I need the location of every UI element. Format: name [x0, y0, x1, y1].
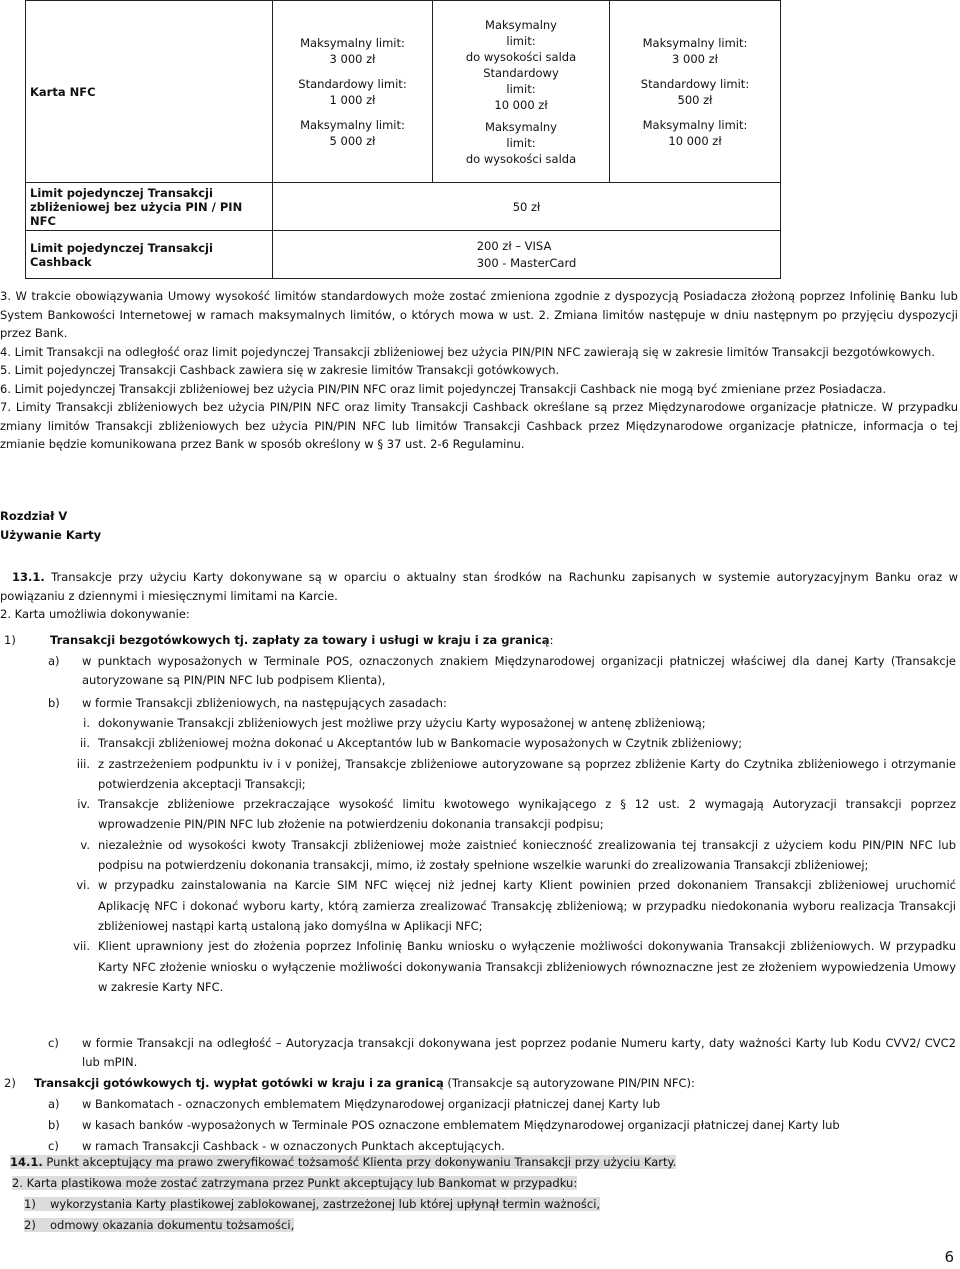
item-number: i. — [83, 716, 90, 730]
cell-line: Maksymalny limit: — [642, 117, 748, 132]
cashback-visa: 200 zł – VISA — [476, 238, 552, 253]
cell-line: 1 000 zł — [329, 92, 376, 107]
item-letter: b) — [48, 1118, 60, 1132]
item-letter: a) — [48, 654, 60, 668]
row-label-cashback: Limit pojedynczej Transakcji Cashback — [26, 231, 273, 279]
item-text: w formie Transakcji zbliżeniowych, na następujących zasadach: — [82, 696, 447, 710]
item-number: v. — [80, 837, 90, 852]
cash-list — [48, 1094, 956, 1157]
section-14-list — [0, 1194, 958, 1236]
table-row — [26, 183, 781, 231]
cell-line: 500 zł — [677, 92, 713, 107]
item-letter: a) — [48, 1097, 60, 1111]
list-item — [0, 1194, 958, 1215]
cell-line: do wysokości salda — [465, 151, 577, 166]
item-number: ii. — [79, 736, 90, 751]
list-item — [60, 835, 956, 876]
paragraph-5: 5. Limit pojedynczej Transakcji Cashback zawiera się w zakresie limitów Transakcji gotówkowych. — [0, 363, 560, 377]
item-title: Transakcji bezgotówkowych tj. zapłaty za towary i usługi w kraju i za granicą — [50, 633, 550, 647]
section-number: 14.1. — [10, 1155, 43, 1169]
limits-table — [25, 0, 781, 279]
list-item — [60, 936, 956, 997]
contactless-limit-value: 50 zł — [273, 183, 781, 231]
table-row — [26, 231, 781, 279]
item-text: w kasach banków -wyposażonych w Terminale POS oznaczone emblematem Międzynarodowej organizacji płatniczej danej Karty lub — [82, 1118, 840, 1132]
paragraph-4: 4. Limit Transakcji na odległość oraz limit pojedynczej Transakcji zbliżeniowej bez użycia PIN/PIN NFC zawierają się w zakresie limitów Transakcji bezgotówkowych. — [0, 344, 935, 359]
list-item — [0, 1215, 958, 1236]
paragraph-7: 7. Limity Transakcji zbliżeniowych bez użycia PIN/PIN NFC oraz limity Transakcji Cashback określane są przez Międzynarodowe organizacje płatnicze. W przypadku zmiany limitów Transakcji zbliżeniowych bez użycia PIN/PIN NFC lub limitów Transakcji Cashback przez Międzynarodowe organizacje płatnicze, informacja o tej zmianie będzie komunikowana przez Bank w sposób określony w § 37 ust. 2-6 Regulaminu. — [0, 400, 958, 451]
limits-col-2 — [433, 1, 610, 183]
paragraph-3: 3. W trakcie obowiązywania Umowy wysokość limitów standardowych może zostać zmieniona zgodnie z dyspozycją Posiadacza złożoną poprzez Infolinię Banku lub System Bankowości Internetowej w ramach maksymalnych limitów, o których mowa w ust. 2. Zmiana limitów następuje w dniu następnym po przyjęciu dyspozycji przez Bank. — [0, 289, 958, 340]
cell-line: 3 000 zł — [672, 51, 718, 66]
cell-line: 3 000 zł — [329, 51, 376, 66]
chapter-number: Rozdział V — [0, 509, 68, 523]
item-text: w formie Transakcji na odległość – Autoryzacja transakcji dokonywana jest poprzez podanie Numeru karty, daty ważności Karty lub Kodu CVV2/ CVC2 lub mPIN. — [82, 1036, 956, 1069]
item-tail: : — [549, 633, 554, 647]
item-text: Transakcje zbliżeniowe przekraczające wysokość limitu kwotowego wynikającego z § 12 ust. 2 wymagają Autoryzacji transakcji poprzez wprowadzenie PIN/PIN NFC lub złożenie na potwierdzeniu dokonania transakcji podpisu; — [98, 797, 956, 832]
section-14-1 — [0, 1152, 958, 1173]
page-number: 6 — [944, 1248, 954, 1266]
table-row — [26, 1, 781, 183]
list-item — [60, 794, 956, 835]
chapter-heading — [0, 507, 101, 545]
cell-line: Standardowy limit: — [640, 76, 750, 91]
item-number: iv. — [77, 797, 90, 812]
item-letter: c) — [48, 1139, 59, 1153]
cell-line: Maksymalny limit: — [300, 35, 405, 50]
item-text: w Bankomatach - oznaczonych emblematem Międzynarodowej organizacji płatniczej danej Karty lub — [82, 1097, 661, 1111]
limits-col-1 — [273, 1, 433, 183]
item-text: niezależnie od wysokości kwoty Transakcji zbliżeniowej może zaistnieć konieczność zrealizowania tej transakcji z użyciem kodu PIN/PIN NFC lub podpisu na potwierdzeniu dokonania transakcji, mimo, iż zostały spełnione wszelkie warunki do zrealizowania Transakcji zbliżeniowej; — [98, 837, 956, 873]
item-number: iii. — [76, 756, 90, 771]
item-1a — [48, 652, 956, 689]
section-13-1 — [0, 568, 958, 624]
list-item — [48, 1094, 956, 1115]
cell-line: 10 000 zł — [668, 133, 722, 148]
item-1 — [4, 631, 954, 650]
cashback-limit-value — [273, 231, 781, 279]
item-number: 1) — [24, 1197, 36, 1211]
cell-line: Standardowy limit: — [298, 76, 407, 91]
section-13-2: 2. Karta umożliwia dokonywanie: — [0, 607, 190, 621]
item-number: vii. — [73, 939, 90, 954]
item-tail: (Transakcje są autoryzowane PIN/PIN NFC): — [447, 1076, 695, 1090]
cell-line: Maksymalny — [485, 119, 557, 134]
row-label-contactless: Limit pojedynczej Transakcji zbliżeniowej bez użycia PIN / PIN NFC — [26, 183, 273, 231]
chapter-title: Używanie Karty — [0, 528, 102, 542]
cell-line: Maksymalny limit: — [300, 117, 405, 132]
list-item — [60, 754, 956, 795]
item-text: dokonywanie Transakcji zbliżeniowych jest możliwe przy użyciu Karty wyposażonej w antenę zbliżeniową; — [98, 716, 706, 730]
cell-line: limit: — [506, 135, 536, 150]
section-text: 2. Karta plastikowa może zostać zatrzymana przez Punkt akceptujący lub Bankomat w przypadku: — [12, 1176, 578, 1190]
cell-line: limit: — [506, 81, 536, 96]
section-14-2 — [0, 1173, 958, 1194]
item-text: Klient uprawniony jest do złożenia poprzez Infolinię Banku wniosku o wyłączenie możliwości dokonywania Transakcji zbliżeniowych. W przypadku Karty NFC złożenie wniosku o wyłączenie możliwości dokonywania Transakcji zbliżeniowych równoznaczne jest ze złożeniem wypowiedzenia Umowy w zakresie Karty NFC. — [98, 939, 956, 994]
item-number: vi. — [76, 878, 90, 893]
item-number: 2) — [4, 1076, 16, 1090]
row-label-nfc: Karta NFC — [26, 1, 273, 183]
cashback-mastercard: 300 - MasterCard — [476, 255, 577, 270]
cell-line: Maksymalny — [485, 17, 557, 32]
item-2 — [4, 1074, 954, 1093]
highlight — [24, 1218, 294, 1232]
cell-line: 5 000 zł — [329, 133, 376, 148]
limits-col-3 — [610, 1, 781, 183]
item-letter: b) — [48, 696, 60, 710]
list-item — [60, 733, 956, 753]
item-title: Transakcji gotówkowych tj. wypłat gotówki w kraju i za granicą — [34, 1076, 444, 1090]
limits-paragraphs — [0, 287, 958, 454]
roman-list — [60, 713, 956, 997]
section-text: Punkt akceptujący ma prawo zweryfikować tożsamość Klienta przy dokonywaniu Transakcji przy użyciu Karty. — [46, 1155, 677, 1169]
highlight — [24, 1197, 600, 1211]
item-text: Transakcji zbliżeniowej można dokonać u Akceptantów lub w Bankomacie wyposażonych w Czytnik zbliżeniowy; — [98, 736, 743, 751]
list-item — [60, 875, 956, 936]
item-text: wykorzystania Karty plastikowej zablokowanej, zastrzeżonej lub której upłynął termin ważności, — [50, 1197, 601, 1211]
item-1c — [48, 1034, 956, 1071]
item-1b — [48, 694, 956, 713]
cell-line: Maksymalny limit: — [642, 35, 748, 50]
cell-line: limit: — [506, 33, 536, 48]
section-14 — [0, 1152, 958, 1236]
item-number: 2) — [24, 1218, 36, 1232]
list-item — [48, 1115, 956, 1136]
item-text: w ramach Transakcji Cashback - w oznaczonych Punktach akceptujących. — [82, 1139, 505, 1153]
item-text: odmowy okazania dokumentu tożsamości, — [50, 1218, 295, 1232]
item-number: 1) — [4, 633, 16, 647]
list-item — [60, 713, 956, 733]
cell-line: 10 000 zł — [494, 97, 548, 112]
item-text: w punktach wyposażonych w Terminale POS, oznaczonych znakiem Międzynarodowej organizacji płatniczej właściwej dla danej Karty (Transakcje autoryzowane są PIN/PIN NFC lub podpisem Klienta), — [82, 654, 956, 687]
section-number: 13.1. — [12, 570, 45, 584]
item-text: z zastrzeżeniem podpunktu iv i v poniżej, Transakcje zbliżeniowe autoryzowane są poprzez zbliżenie Karty do Czytnika zbliżeniowego i otrzymanie potwierdzenia akceptacji Transakcji; — [98, 756, 956, 791]
section-text: Transakcje przy użyciu Karty dokonywane są w oparciu o aktualny stan środków na Rachunku zapisanych w systemie autoryzacyjnym Banku oraz w powiązaniu z dziennymi i miesięcznymi limitami na Karcie. — [0, 570, 958, 603]
paragraph-6: 6. Limit pojedynczej Transakcji zbliżeniowej bez użycia PIN/PIN NFC oraz limit pojedynczej Transakcji Cashback nie mogą być zmieniane przez Posiadacza. — [0, 381, 887, 396]
item-letter: c) — [48, 1036, 59, 1050]
item-text: w przypadku zainstalowania na Karcie SIM NFC więcej niż jednej karty Klient powinien przed dokonaniem Transakcji zbliżeniowej uruchomić Aplikację NFC i dokonać wyboru karty, którą zamierza zrealizować Transakcję zbliżeniową; w przypadku niedokonania wyboru realizacja Transakcji zbliżeniowej nastąpi kartą ustaloną jako domyślna w Aplikacji NFC; — [98, 878, 956, 933]
cell-line: Standardowy — [483, 65, 559, 80]
cell-line: do wysokości salda — [465, 49, 577, 64]
